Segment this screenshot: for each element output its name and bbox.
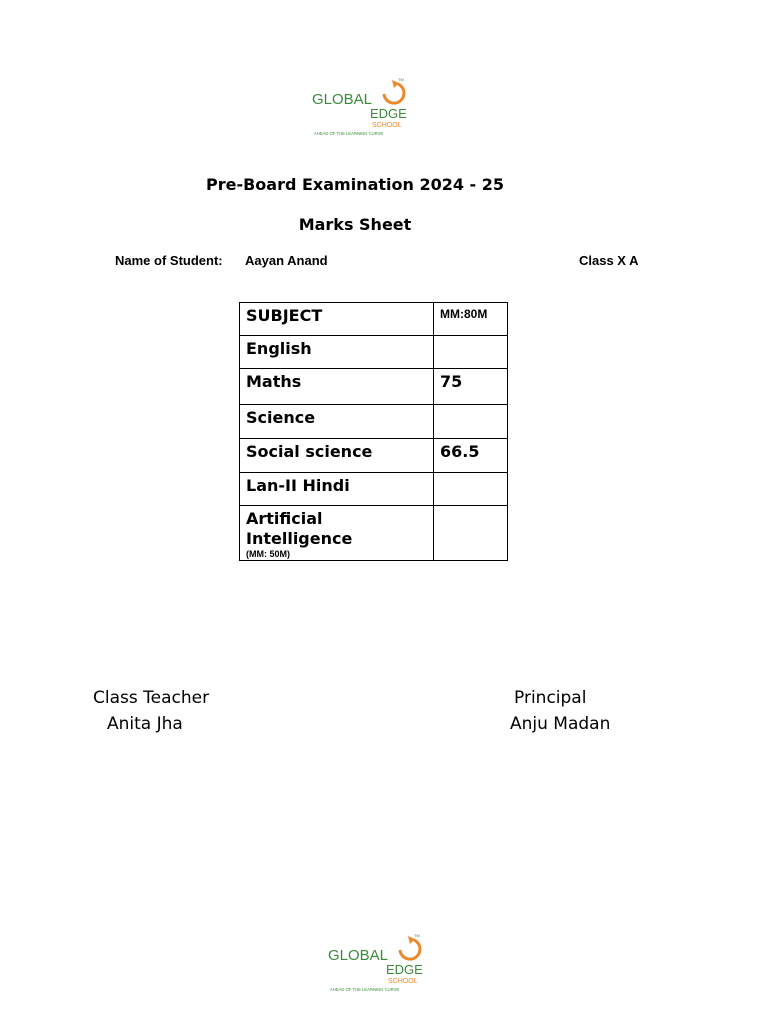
marks-cell: 75 — [434, 369, 508, 405]
logo-tagline: AHEAD OF THE LEARNING CURVE — [314, 131, 384, 136]
subject-max-marks-note: (MM: 50M) — [246, 549, 290, 559]
table-row — [240, 369, 508, 405]
marks-cell — [434, 405, 508, 439]
table-row — [240, 473, 508, 506]
table-row — [240, 336, 508, 369]
marks-cell — [434, 336, 508, 369]
school-logo-bottom — [322, 930, 442, 1000]
class-teacher-name: Anita Jha — [107, 714, 183, 734]
subject-name: Artificial Intelligence — [246, 509, 353, 548]
logo-word-edge: EDGE — [370, 106, 407, 121]
table-row — [240, 439, 508, 473]
logo-word-edge: EDGE — [386, 962, 423, 977]
table-header-row — [240, 303, 508, 336]
subject-cell: Lan-II Hindi — [240, 473, 434, 506]
marks-cell — [434, 506, 508, 561]
subject-cell: English — [240, 336, 434, 369]
subject-cell: Social science — [240, 439, 434, 473]
table-row — [240, 506, 508, 561]
logo-word-global: GLOBAL — [312, 91, 373, 108]
svg-text:TM: TM — [398, 77, 404, 82]
header-max-marks: MM:80M — [434, 303, 508, 336]
student-name-label: Name of Student: — [115, 253, 223, 268]
marks-cell: 66.5 — [434, 439, 508, 473]
marks-table — [239, 302, 508, 561]
table-row — [240, 405, 508, 439]
sheet-title: Marks Sheet — [298, 215, 412, 234]
principal-title: Principal — [514, 688, 587, 708]
school-logo-graphic — [306, 74, 426, 144]
logo-tagline: AHEAD OF THE LEARNING CURVE — [330, 987, 400, 992]
logo-word-school: SCHOOL — [372, 122, 402, 129]
student-class: Class X A — [579, 253, 639, 268]
logo-word-global: GLOBAL — [328, 947, 389, 964]
school-logo-graphic — [322, 930, 442, 1000]
marks-cell — [434, 473, 508, 506]
subject-cell: Maths — [240, 369, 434, 405]
subject-cell: Science — [240, 405, 434, 439]
svg-text:TM: TM — [414, 933, 420, 938]
subject-cell — [240, 506, 434, 561]
principal-name: Anju Madan — [510, 714, 611, 734]
class-teacher-title: Class Teacher — [93, 688, 210, 708]
logo-word-school: SCHOOL — [388, 978, 418, 985]
student-name-value: Aayan Anand — [245, 253, 328, 268]
school-logo-top — [306, 74, 426, 144]
header-subject: SUBJECT — [240, 303, 434, 336]
exam-title: Pre-Board Examination 2024 - 25 — [205, 175, 505, 194]
